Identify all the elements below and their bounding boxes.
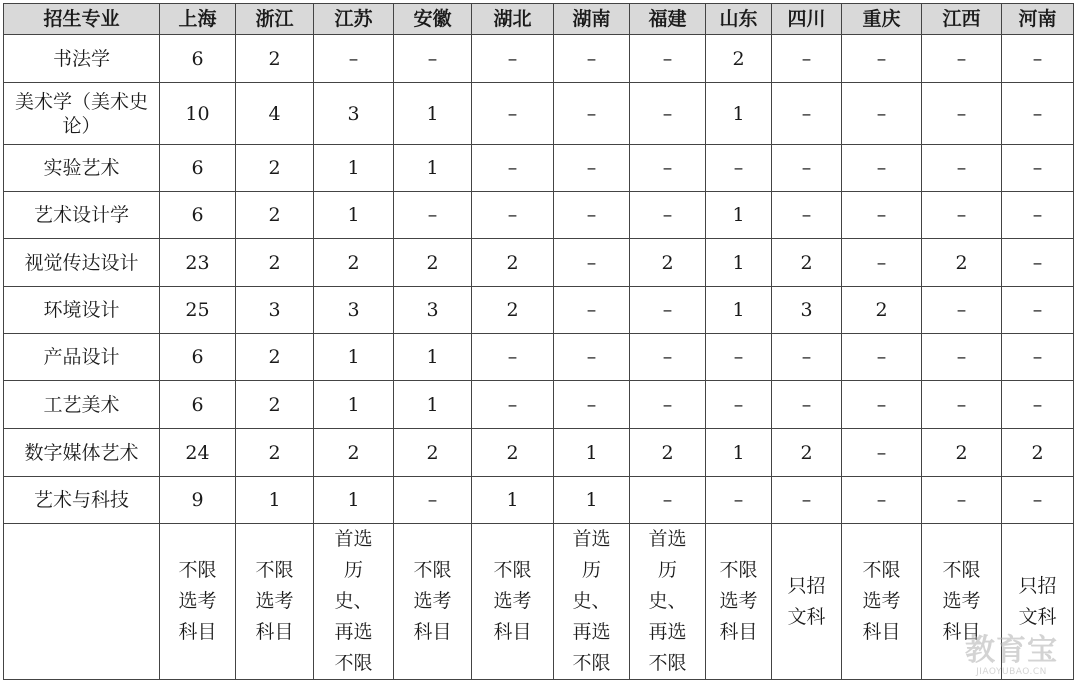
requirement-text: 不限 选考 科目: [862, 559, 901, 643]
quota-cell: –: [842, 145, 922, 192]
quota-cell: –: [922, 334, 1002, 381]
quota-cell: 2: [630, 239, 706, 287]
quota-cell: –: [922, 287, 1002, 334]
quota-cell: 1: [394, 145, 472, 192]
quota-cell: –: [1002, 192, 1074, 239]
quota-cell: 10: [160, 83, 236, 145]
quota-cell: 1: [706, 83, 772, 145]
quota-cell: 1: [394, 381, 472, 429]
quota-cell: 2: [772, 239, 842, 287]
major-name-cell: 书法学: [4, 35, 160, 83]
requirement-cell: [706, 524, 772, 680]
quota-cell: 1: [706, 287, 772, 334]
quota-cell: 3: [314, 287, 394, 334]
quota-cell: –: [554, 83, 630, 145]
quota-cell: –: [842, 334, 922, 381]
quota-cell: –: [1002, 287, 1074, 334]
quota-cell: 2: [236, 145, 314, 192]
quota-cell: –: [630, 83, 706, 145]
quota-cell: 2: [772, 429, 842, 477]
quota-cell: –: [922, 381, 1002, 429]
table-row: [4, 477, 1074, 524]
quota-cell: 2: [236, 429, 314, 477]
quota-cell: 2: [630, 429, 706, 477]
quota-cell: –: [630, 192, 706, 239]
quota-cell: –: [630, 334, 706, 381]
quota-cell: 3: [394, 287, 472, 334]
header-province: 安徽: [394, 4, 472, 35]
quota-cell: 1: [472, 477, 554, 524]
requirement-text: 不限 选考 科目: [413, 559, 452, 643]
requirement-cell: [472, 524, 554, 680]
quota-cell: –: [394, 477, 472, 524]
quota-cell: 1: [314, 192, 394, 239]
header-province: 江西: [922, 4, 1002, 35]
quota-cell: –: [554, 334, 630, 381]
quota-cell: –: [472, 192, 554, 239]
requirement-text: 首选 历 史、 再选 不限: [334, 528, 373, 674]
quota-cell: –: [842, 381, 922, 429]
quota-cell: –: [630, 287, 706, 334]
quota-cell: –: [1002, 239, 1074, 287]
quota-cell: 1: [314, 477, 394, 524]
quota-cell: 2: [472, 429, 554, 477]
requirements-row: [4, 524, 1074, 680]
quota-cell: 2: [236, 239, 314, 287]
quota-cell: 6: [160, 145, 236, 192]
quota-cell: 6: [160, 381, 236, 429]
header-province: 河南: [1002, 4, 1074, 35]
table-row: [4, 35, 1074, 83]
table-row: [4, 239, 1074, 287]
requirement-text: 不限 选考 科目: [493, 559, 532, 643]
major-name-cell: 产品设计: [4, 334, 160, 381]
quota-cell: –: [922, 145, 1002, 192]
quota-cell: –: [472, 334, 554, 381]
quota-cell: –: [554, 239, 630, 287]
quota-cell: 6: [160, 334, 236, 381]
quota-cell: 3: [314, 83, 394, 145]
quota-cell: –: [472, 381, 554, 429]
quota-cell: –: [554, 145, 630, 192]
quota-cell: 9: [160, 477, 236, 524]
header-province: 福建: [630, 4, 706, 35]
quota-cell: –: [772, 192, 842, 239]
major-name-cell: 环境设计: [4, 287, 160, 334]
quota-cell: –: [772, 35, 842, 83]
major-name-cell: 数字媒体艺术: [4, 429, 160, 477]
major-name-cell: 实验艺术: [4, 145, 160, 192]
major-name-cell: 视觉传达设计: [4, 239, 160, 287]
major-name-cell: 艺术与科技: [4, 477, 160, 524]
quota-cell: –: [630, 145, 706, 192]
table-row: [4, 381, 1074, 429]
requirement-text: 首选 历 史、 再选 不限: [572, 528, 611, 674]
quota-cell: 24: [160, 429, 236, 477]
quota-cell: –: [706, 334, 772, 381]
quota-cell: –: [472, 83, 554, 145]
quota-cell: –: [472, 35, 554, 83]
quota-cell: –: [630, 477, 706, 524]
quota-cell: –: [554, 35, 630, 83]
quota-cell: –: [842, 477, 922, 524]
requirement-text: 不限 选考 科目: [255, 559, 294, 643]
quota-cell: –: [554, 381, 630, 429]
header-province: 浙江: [236, 4, 314, 35]
quota-cell: –: [772, 334, 842, 381]
quota-cell: 1: [554, 477, 630, 524]
quota-cell: 2: [472, 287, 554, 334]
quota-cell: –: [706, 381, 772, 429]
quota-cell: 25: [160, 287, 236, 334]
quota-cell: 2: [394, 239, 472, 287]
quota-cell: –: [842, 35, 922, 83]
quota-cell: 1: [314, 334, 394, 381]
quota-cell: 1: [554, 429, 630, 477]
quota-cell: –: [842, 239, 922, 287]
requirement-cell: [160, 524, 236, 680]
table-row: [4, 83, 1074, 145]
quota-cell: –: [772, 381, 842, 429]
quota-cell: 2: [394, 429, 472, 477]
header-province: 重庆: [842, 4, 922, 35]
quota-cell: –: [1002, 381, 1074, 429]
watermark: [965, 635, 1058, 677]
major-name-cell: 工艺美术: [4, 381, 160, 429]
table-row: [4, 192, 1074, 239]
quota-cell: 2: [1002, 429, 1074, 477]
quota-cell: 6: [160, 35, 236, 83]
requirement-text: 只招 文科: [787, 574, 826, 628]
header-province: 江苏: [314, 4, 394, 35]
quota-cell: –: [554, 192, 630, 239]
requirement-text: 首选 历 史、 再选 不限: [648, 528, 687, 674]
quota-cell: 1: [706, 429, 772, 477]
requirement-text: 不限 选考 科目: [942, 559, 981, 643]
table-body: [4, 35, 1074, 680]
header-province: 山东: [706, 4, 772, 35]
quota-cell: –: [922, 192, 1002, 239]
quota-cell: 2: [236, 334, 314, 381]
quota-cell: 1: [314, 381, 394, 429]
quota-cell: –: [772, 145, 842, 192]
quota-cell: 1: [394, 83, 472, 145]
quota-cell: 3: [772, 287, 842, 334]
requirement-text: 只招 文科: [1018, 574, 1057, 628]
quota-cell: –: [842, 429, 922, 477]
quota-cell: –: [922, 35, 1002, 83]
header-province: 湖南: [554, 4, 630, 35]
quota-cell: 2: [314, 239, 394, 287]
quota-cell: 2: [314, 429, 394, 477]
requirement-cell: [394, 524, 472, 680]
quota-cell: –: [314, 35, 394, 83]
quota-cell: 2: [922, 429, 1002, 477]
quota-cell: –: [1002, 477, 1074, 524]
quota-cell: –: [1002, 35, 1074, 83]
requirement-cell: [236, 524, 314, 680]
header-major: 招生专业: [4, 4, 160, 35]
quota-cell: –: [772, 477, 842, 524]
table-row: [4, 429, 1074, 477]
quota-cell: 1: [706, 192, 772, 239]
requirement-cell: [630, 524, 706, 680]
quota-cell: 2: [236, 35, 314, 83]
requirement-cell: [314, 524, 394, 680]
quota-cell: 6: [160, 192, 236, 239]
quota-cell: 3: [236, 287, 314, 334]
quota-cell: 2: [236, 381, 314, 429]
quota-cell: –: [1002, 83, 1074, 145]
header-row: [4, 4, 1074, 35]
table-row: [4, 334, 1074, 381]
quota-cell: –: [630, 381, 706, 429]
requirement-cell: [842, 524, 922, 680]
quota-cell: –: [842, 83, 922, 145]
quota-cell: –: [1002, 334, 1074, 381]
header-province: 上海: [160, 4, 236, 35]
quota-cell: 23: [160, 239, 236, 287]
major-name-cell: 艺术设计学: [4, 192, 160, 239]
quota-cell: –: [772, 83, 842, 145]
quota-cell: –: [472, 145, 554, 192]
quota-cell: 2: [472, 239, 554, 287]
quota-cell: 2: [706, 35, 772, 83]
quota-cell: –: [1002, 145, 1074, 192]
requirements-label-cell: [4, 524, 160, 680]
quota-cell: 2: [842, 287, 922, 334]
requirement-cell: [772, 524, 842, 680]
quota-cell: 2: [922, 239, 1002, 287]
header-province: 四川: [772, 4, 842, 35]
quota-cell: –: [706, 477, 772, 524]
table-row: [4, 287, 1074, 334]
quota-cell: 1: [314, 145, 394, 192]
quota-cell: –: [394, 35, 472, 83]
quota-cell: –: [842, 192, 922, 239]
quota-cell: 4: [236, 83, 314, 145]
requirement-text: 不限 选考 科目: [178, 559, 217, 643]
quota-cell: 1: [394, 334, 472, 381]
quota-cell: –: [922, 477, 1002, 524]
quota-cell: –: [554, 287, 630, 334]
quota-cell: 1: [706, 239, 772, 287]
watermark-url: JIAOYUBAO.CN: [976, 667, 1047, 677]
requirement-cell: [554, 524, 630, 680]
enrollment-table: [3, 3, 1074, 680]
major-name-cell: 美术学（美术史论）: [4, 83, 160, 145]
watermark-logo: 教育宝: [965, 633, 1058, 668]
quota-cell: –: [922, 83, 1002, 145]
quota-cell: –: [394, 192, 472, 239]
table-row: [4, 145, 1074, 192]
quota-cell: –: [706, 145, 772, 192]
quota-cell: 2: [236, 192, 314, 239]
header-province: 湖北: [472, 4, 554, 35]
quota-cell: 1: [236, 477, 314, 524]
requirement-text: 不限 选考 科目: [719, 559, 758, 643]
quota-cell: –: [630, 35, 706, 83]
